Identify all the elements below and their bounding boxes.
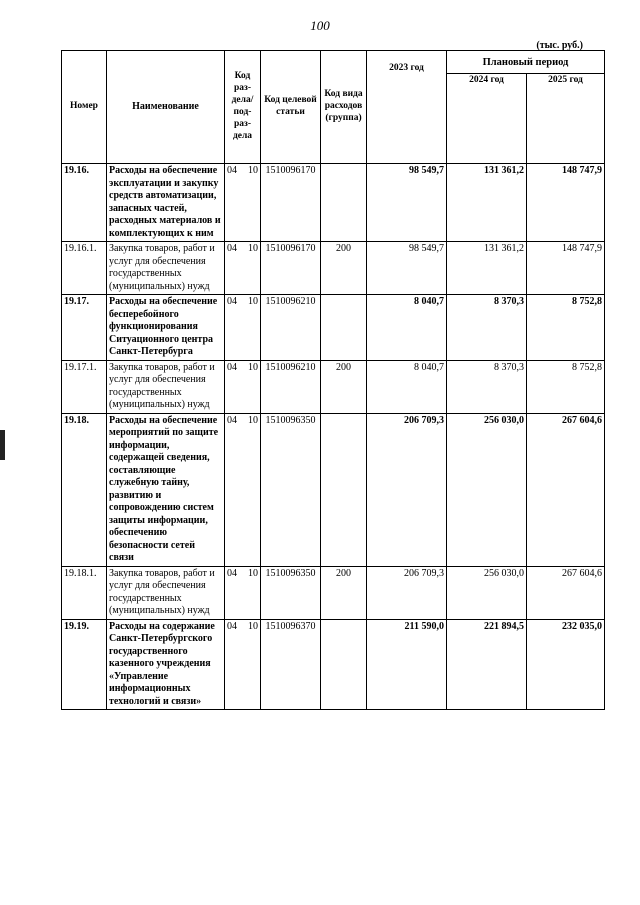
row-section: 04 bbox=[225, 295, 241, 361]
row-amount-2025: 267 604,6 bbox=[527, 413, 605, 566]
table-row bbox=[62, 164, 605, 242]
row-amount-2024: 8 370,3 bbox=[447, 360, 527, 413]
table-row bbox=[62, 413, 605, 566]
row-name: Закупка товаров, работ и услуг для обеспечения государственных (муниципальных) нужд bbox=[107, 360, 225, 413]
header-row-1 bbox=[62, 51, 605, 74]
row-section: 04 bbox=[225, 413, 241, 566]
header-section-code: Код раз-дела/ под-раз-дела bbox=[225, 51, 261, 164]
row-name: Расходы на обеспечение эксплуатации и закупку средств автоматизации, запасных частей, расходных материалов и комплектующих к ним bbox=[107, 164, 225, 242]
table-row bbox=[62, 619, 605, 710]
row-amount-2023: 8 040,7 bbox=[367, 360, 447, 413]
row-number: 19.18.1. bbox=[62, 566, 107, 619]
row-number: 19.19. bbox=[62, 619, 107, 710]
row-subsection: 10 bbox=[241, 164, 261, 242]
row-name: Закупка товаров, работ и услуг для обеспечения государственных (муниципальных) нужд bbox=[107, 242, 225, 295]
row-target-code: 1510096210 bbox=[261, 295, 321, 361]
row-amount-2023: 8 040,7 bbox=[367, 295, 447, 361]
table-body bbox=[62, 164, 605, 710]
row-subsection: 10 bbox=[241, 619, 261, 710]
row-target-code: 1510096370 bbox=[261, 619, 321, 710]
budget-table bbox=[61, 50, 605, 710]
row-amount-2023: 98 549,7 bbox=[367, 164, 447, 242]
row-subsection: 10 bbox=[241, 360, 261, 413]
page-number: 100 bbox=[310, 18, 330, 33]
row-expense-code bbox=[321, 413, 367, 566]
row-amount-2025: 8 752,8 bbox=[527, 360, 605, 413]
row-subsection: 10 bbox=[241, 242, 261, 295]
row-amount-2025: 148 747,9 bbox=[527, 164, 605, 242]
row-amount-2025: 267 604,6 bbox=[527, 566, 605, 619]
row-number: 19.17. bbox=[62, 295, 107, 361]
table-row bbox=[62, 566, 605, 619]
row-target-code: 1510096350 bbox=[261, 413, 321, 566]
header-year-2024: 2024 год bbox=[447, 74, 527, 164]
header-name: Наименование bbox=[107, 51, 225, 164]
header-target-code: Код целевой статьи bbox=[261, 51, 321, 164]
row-expense-code bbox=[321, 295, 367, 361]
row-number: 19.16. bbox=[62, 164, 107, 242]
row-amount-2023: 211 590,0 bbox=[367, 619, 447, 710]
row-section: 04 bbox=[225, 164, 241, 242]
row-amount-2024: 256 030,0 bbox=[447, 413, 527, 566]
row-target-code: 1510096210 bbox=[261, 360, 321, 413]
row-amount-2023: 206 709,3 bbox=[367, 566, 447, 619]
row-expense-code bbox=[321, 619, 367, 710]
row-expense-code: 200 bbox=[321, 566, 367, 619]
row-expense-code: 200 bbox=[321, 242, 367, 295]
row-target-code: 1510096170 bbox=[261, 242, 321, 295]
header-expense-code: Код вида расходов (группа) bbox=[321, 51, 367, 164]
row-name: Расходы на содержание Санкт-Петербургского государственного казенного учреждения «Управление информационных технологий и связи» bbox=[107, 619, 225, 710]
header-planning-period: Плановый период bbox=[447, 51, 605, 74]
row-amount-2024: 8 370,3 bbox=[447, 295, 527, 361]
row-amount-2024: 131 361,2 bbox=[447, 164, 527, 242]
units-label: (тыс. руб.) bbox=[536, 40, 583, 51]
row-amount-2024: 256 030,0 bbox=[447, 566, 527, 619]
row-number: 19.17.1. bbox=[62, 360, 107, 413]
row-amount-2024: 221 894,5 bbox=[447, 619, 527, 710]
row-amount-2023: 98 549,7 bbox=[367, 242, 447, 295]
row-number: 19.18. bbox=[62, 413, 107, 566]
scan-edge-mark bbox=[0, 430, 5, 460]
row-target-code: 1510096350 bbox=[261, 566, 321, 619]
row-number: 19.16.1. bbox=[62, 242, 107, 295]
header-year-2025: 2025 год bbox=[527, 74, 605, 164]
row-amount-2023: 206 709,3 bbox=[367, 413, 447, 566]
row-target-code: 1510096170 bbox=[261, 164, 321, 242]
header-year-2023: 2023 год bbox=[367, 51, 447, 164]
row-name: Закупка товаров, работ и услуг для обеспечения государственных (муниципальных) нужд bbox=[107, 566, 225, 619]
table-row bbox=[62, 360, 605, 413]
table-row bbox=[62, 242, 605, 295]
header-number: Номер bbox=[62, 51, 107, 164]
row-amount-2025: 8 752,8 bbox=[527, 295, 605, 361]
row-subsection: 10 bbox=[241, 566, 261, 619]
row-amount-2025: 232 035,0 bbox=[527, 619, 605, 710]
row-amount-2025: 148 747,9 bbox=[527, 242, 605, 295]
row-section: 04 bbox=[225, 566, 241, 619]
row-section: 04 bbox=[225, 242, 241, 295]
row-amount-2024: 131 361,2 bbox=[447, 242, 527, 295]
row-section: 04 bbox=[225, 619, 241, 710]
row-section: 04 bbox=[225, 360, 241, 413]
row-name: Расходы на обеспечение бесперебойного функционирования Ситуационного центра Санкт-Петербурга bbox=[107, 295, 225, 361]
row-subsection: 10 bbox=[241, 413, 261, 566]
row-expense-code bbox=[321, 164, 367, 242]
row-expense-code: 200 bbox=[321, 360, 367, 413]
row-subsection: 10 bbox=[241, 295, 261, 361]
table-row bbox=[62, 295, 605, 361]
row-name: Расходы на обеспечение мероприятий по защите информации, содержащей сведения, составляющие служебную тайну, развитию и сопровождению систем защиты информации, обеспечению безопасности сетей связи bbox=[107, 413, 225, 566]
